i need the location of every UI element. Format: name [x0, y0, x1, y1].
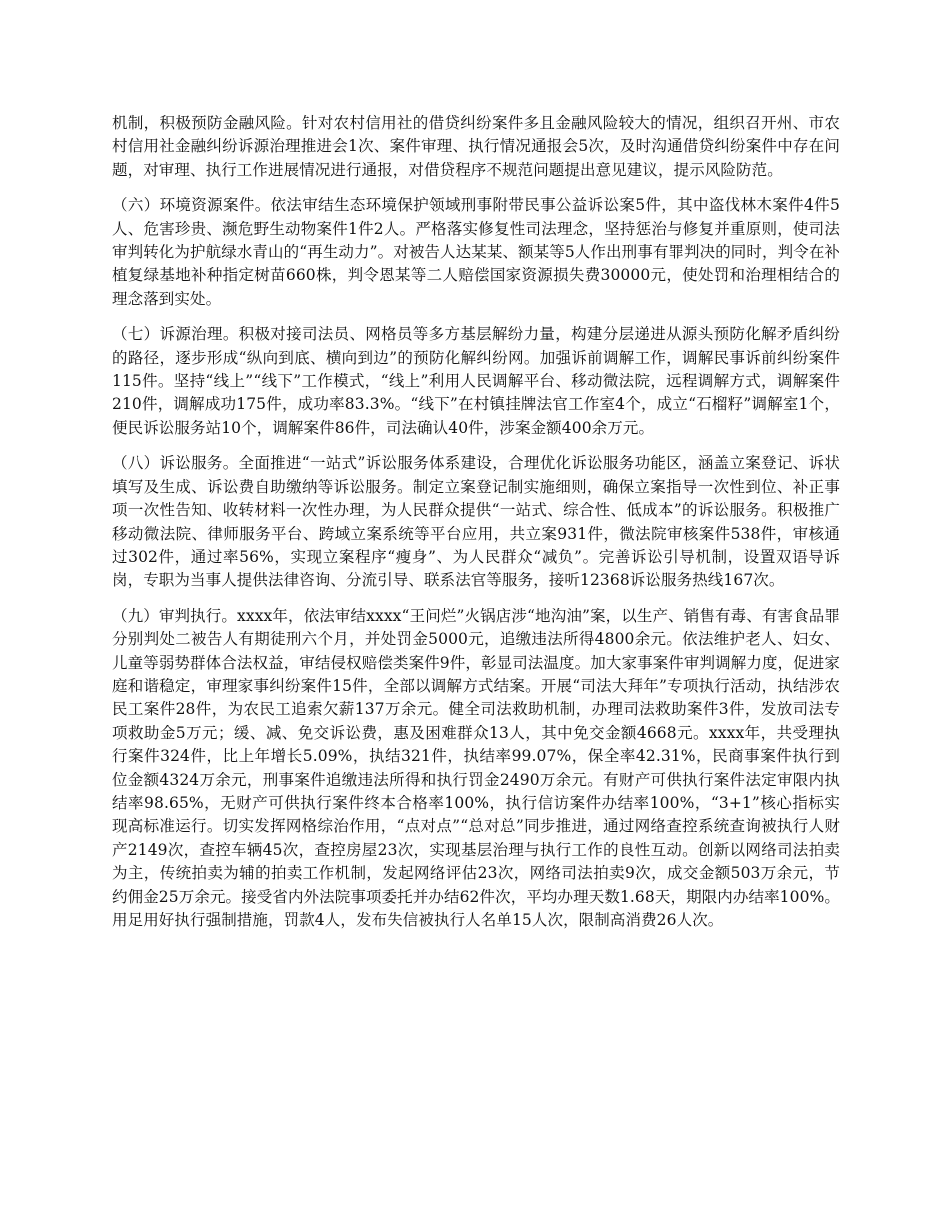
paragraph-environmental-cases: （六）环境资源案件。依法审结生态环境保护领域刑事附带民事公益诉讼案5件，其中盗伐林木案件4件5人、危害珍贵、濒危野生动物案件1件2人。严格落实修复性司法理念，坚持惩治与修复并重原则，使司法审判转化为护航绿水青山的“再生动力”。对被告人达某某、额某等5人作出刑事有罪判决的同时，判令在补植复绿基地补种指定树苗660株，判令恩某等二人赔偿国家资源损失费30000元，使处罚和治理相结合的理念落到实处。 — [112, 196, 841, 308]
document-body — [112, 112, 840, 944]
paragraph-trial-enforcement: （九）审判执行。xxxx年，依法审结xxxx“王问烂”火锅店涉“地沟油”案，以生产、销售有毒、有害食品罪分别判处二被告人有期徒刑六个月，并处罚金5000元，追缴违法所得4800余元。依法维护老人、妇女、儿童等弱势群体合法权益，审结侵权赔偿类案件9件，彰显司法温度。加大家事案件审判调解力度，促进家庭和谐稳定，审理家事纠纷案件15件，全部以调解方式结案。开展“司法大拜年”专项执行活动，执结涉农民工案件28件，为农民工追索欠薪137万余元。健全司法救助机制，办理司法救助案件3件，发放司法专项救助金5万元；缓、减、免交诉讼费，惠及困难群众13人，其中免交金额4668元。xxxx年，共受理执行案件324件，比上年增长5.09%，执结321件，执结率99.07%，保全率42.31%，民商事案件执行到位金额4324万余元，刑事案件追缴违法所得和执行罚金2490万余元。有财产可供执行案件法定审限内执结率98.65%，无财产可供执行案件终本合格率100%，执行信访案件办结率100%，“3+1”核心指标实现高标准运行。切实发挥网格综治作用，“点对点”“总对总”同步推进，通过网络查控系统查询被执行人财产2149次，查控车辆45次，查控房屋23次，实现基层治理与执行工作的良性互动。创新以网络司法拍卖为主，传统拍卖为辅的拍卖工作机制，发起网络评估23次，网络司法拍卖9次，成交金额503万余元，节约佣金25万余元。接受省内外法院事项委托并办结62件次，平均办理天数1.68天，期限内办结率100%。用足用好执行强制措施，罚款4人，发布失信被执行人名单15人次，限制高消费26人次。 — [112, 606, 840, 929]
paragraph-financial-risk: 机制，积极预防金融风险。针对农村信用社的借贷纠纷案件多且金融风险较大的情况，组织召开州、市农村信用社金融纠纷诉源治理推进会1次、案件审理、执行情况通报会5次，及时沟通借贷纠纷案件中存在问题，对审理、执行工作进展情况进行通报，对借贷程序不规范问题提出意见建议，提示风险防范。 — [112, 114, 840, 179]
paragraph-litigation-service: （八）诉讼服务。全面推进“一站式”诉讼服务体系建设，合理优化诉讼服务功能区，涵盖立案登记、诉状填写及生成、诉讼费自助缴纳等诉讼服务。制定立案登记制实施细则，确保立案指导一次性到位、补正事项一次性告知、收转材料一次性办理，为人民群众提供“一站式、综合性、低成本”的诉讼服务。积极推广移动微法院、律师服务平台、跨域立案系统等平台应用，共立案931件，微法院审核案件538件，审核通过302件，通过率56%，实现立案程序“瘦身”、为人民群众“减负”。完善诉讼引导机制，设置双语导诉岗，专职为当事人提供法律咨询、分流引导、联系法官等服务，接听12368诉讼服务热线167次。 — [112, 454, 840, 590]
paragraph-source-governance: （七）诉源治理。积极对接司法员、网格员等多方基层解纷力量，构建分层递进从源头预防化解矛盾纠纷的路径，逐步形成“纵向到底、横向到边”的预防化解纠纷网。加强诉前调解工作，调解民事诉前纠纷案件115件。坚持“线上”“线下”工作模式，“线上”利用人民调解平台、移动微法院，远程调解方式，调解案件210件，调解成功175件，成功率83.3%。“线下”在村镇挂牌法官工作室4个，成立“石榴籽”调解室1个，便民诉讼服务站10个，调解案件86件，司法确认40件，涉案金额400余万元。 — [112, 325, 840, 437]
